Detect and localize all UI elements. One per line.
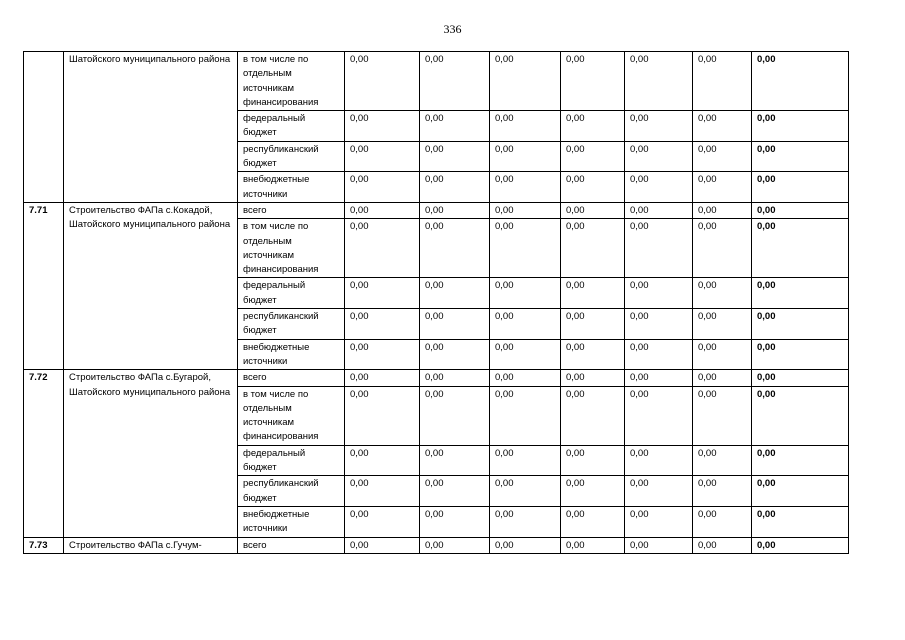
value-cell: 0,00 [420, 309, 490, 340]
value-cell: 0,00 [561, 537, 625, 553]
value-cell: 0,00 [490, 172, 561, 203]
value-cell: 0,00 [561, 111, 625, 142]
funding-source-cell: всего [238, 370, 345, 386]
value-cell: 0,00 [625, 476, 693, 507]
value-cell: 0,00 [490, 219, 561, 278]
value-cell: 0,00 [490, 141, 561, 172]
value-cell: 0,00 [625, 219, 693, 278]
value-cell: 0,00 [345, 445, 420, 476]
total-value-cell: 0,00 [752, 445, 849, 476]
funding-source-cell: внебюджетные источники [238, 506, 345, 537]
value-cell: 0,00 [345, 202, 420, 218]
value-cell: 0,00 [345, 52, 420, 111]
value-cell: 0,00 [420, 111, 490, 142]
value-cell: 0,00 [420, 141, 490, 172]
funding-source-cell: всего [238, 537, 345, 553]
value-cell: 0,00 [345, 111, 420, 142]
value-cell: 0,00 [490, 386, 561, 445]
value-cell: 0,00 [625, 339, 693, 370]
value-cell: 0,00 [490, 202, 561, 218]
item-number-cell: 7.72 [24, 370, 64, 537]
funding-source-cell: всего [238, 202, 345, 218]
value-cell: 0,00 [561, 476, 625, 507]
value-cell: 0,00 [490, 278, 561, 309]
value-cell: 0,00 [625, 141, 693, 172]
value-cell: 0,00 [561, 52, 625, 111]
item-name-cell: Строительство ФАПа с.Бугарой, Шатойского муниципального района [64, 370, 238, 537]
value-cell: 0,00 [625, 370, 693, 386]
value-cell: 0,00 [561, 339, 625, 370]
value-cell: 0,00 [420, 506, 490, 537]
funding-source-cell: республиканский бюджет [238, 476, 345, 507]
value-cell: 0,00 [420, 386, 490, 445]
value-cell: 0,00 [561, 506, 625, 537]
total-value-cell: 0,00 [752, 476, 849, 507]
value-cell: 0,00 [625, 111, 693, 142]
item-number-cell: 7.73 [24, 537, 64, 553]
value-cell: 0,00 [693, 219, 752, 278]
value-cell: 0,00 [625, 386, 693, 445]
total-value-cell: 0,00 [752, 386, 849, 445]
value-cell: 0,00 [490, 309, 561, 340]
value-cell: 0,00 [490, 476, 561, 507]
value-cell: 0,00 [345, 476, 420, 507]
funding-source-cell: федеральный бюджет [238, 278, 345, 309]
funding-source-cell: федеральный бюджет [238, 111, 345, 142]
value-cell: 0,00 [490, 111, 561, 142]
value-cell: 0,00 [490, 52, 561, 111]
total-value-cell: 0,00 [752, 202, 849, 218]
value-cell: 0,00 [693, 141, 752, 172]
item-name-cell: Шатойского муниципального района [64, 52, 238, 203]
item-name-cell: Строительство ФАПа с.Гучум- [64, 537, 238, 553]
value-cell: 0,00 [693, 111, 752, 142]
value-cell: 0,00 [693, 278, 752, 309]
value-cell: 0,00 [420, 370, 490, 386]
value-cell: 0,00 [420, 537, 490, 553]
value-cell: 0,00 [420, 278, 490, 309]
value-cell: 0,00 [490, 445, 561, 476]
total-value-cell: 0,00 [752, 141, 849, 172]
value-cell: 0,00 [693, 202, 752, 218]
total-value-cell: 0,00 [752, 278, 849, 309]
total-value-cell: 0,00 [752, 537, 849, 553]
funding-source-cell: внебюджетные источники [238, 339, 345, 370]
value-cell: 0,00 [693, 172, 752, 203]
value-cell: 0,00 [345, 309, 420, 340]
value-cell: 0,00 [625, 202, 693, 218]
value-cell: 0,00 [625, 445, 693, 476]
value-cell: 0,00 [420, 202, 490, 218]
value-cell: 0,00 [345, 537, 420, 553]
funding-source-cell: федеральный бюджет [238, 445, 345, 476]
table-row [24, 202, 849, 218]
total-value-cell: 0,00 [752, 339, 849, 370]
funding-source-cell: внебюджетные источники [238, 172, 345, 203]
value-cell: 0,00 [693, 506, 752, 537]
value-cell: 0,00 [625, 278, 693, 309]
total-value-cell: 0,00 [752, 370, 849, 386]
value-cell: 0,00 [490, 370, 561, 386]
value-cell: 0,00 [345, 339, 420, 370]
funding-source-cell: в том числе по отдельным источникам финансирования [238, 52, 345, 111]
value-cell: 0,00 [345, 386, 420, 445]
value-cell: 0,00 [693, 339, 752, 370]
value-cell: 0,00 [561, 172, 625, 203]
value-cell: 0,00 [490, 537, 561, 553]
value-cell: 0,00 [561, 202, 625, 218]
table-row [24, 52, 849, 111]
total-value-cell: 0,00 [752, 172, 849, 203]
page-number: 336 [443, 22, 462, 36]
funding-source-cell: в том числе по отдельным источникам финансирования [238, 219, 345, 278]
value-cell: 0,00 [561, 309, 625, 340]
value-cell: 0,00 [625, 309, 693, 340]
item-name-cell: Строительство ФАПа с.Кокадой, Шатойского муниципального района [64, 202, 238, 369]
value-cell: 0,00 [693, 537, 752, 553]
item-number-cell [24, 52, 64, 203]
value-cell: 0,00 [345, 370, 420, 386]
value-cell: 0,00 [420, 476, 490, 507]
value-cell: 0,00 [345, 141, 420, 172]
value-cell: 0,00 [693, 52, 752, 111]
value-cell: 0,00 [693, 476, 752, 507]
total-value-cell: 0,00 [752, 111, 849, 142]
value-cell: 0,00 [625, 172, 693, 203]
total-value-cell: 0,00 [752, 219, 849, 278]
value-cell: 0,00 [561, 141, 625, 172]
item-number-cell: 7.71 [24, 202, 64, 369]
value-cell: 0,00 [345, 172, 420, 203]
value-cell: 0,00 [420, 445, 490, 476]
table-row [24, 370, 849, 386]
value-cell: 0,00 [625, 537, 693, 553]
value-cell: 0,00 [625, 52, 693, 111]
value-cell: 0,00 [561, 370, 625, 386]
value-cell: 0,00 [561, 386, 625, 445]
total-value-cell: 0,00 [752, 506, 849, 537]
value-cell: 0,00 [693, 386, 752, 445]
value-cell: 0,00 [420, 219, 490, 278]
total-value-cell: 0,00 [752, 52, 849, 111]
value-cell: 0,00 [625, 506, 693, 537]
funding-source-cell: республиканский бюджет [238, 141, 345, 172]
value-cell: 0,00 [561, 445, 625, 476]
value-cell: 0,00 [693, 370, 752, 386]
funding-source-cell: республиканский бюджет [238, 309, 345, 340]
value-cell: 0,00 [561, 219, 625, 278]
value-cell: 0,00 [490, 506, 561, 537]
value-cell: 0,00 [345, 506, 420, 537]
value-cell: 0,00 [420, 52, 490, 111]
value-cell: 0,00 [345, 219, 420, 278]
funding-source-cell: в том числе по отдельным источникам финансирования [238, 386, 345, 445]
value-cell: 0,00 [420, 339, 490, 370]
value-cell: 0,00 [693, 445, 752, 476]
value-cell: 0,00 [490, 339, 561, 370]
value-cell: 0,00 [561, 278, 625, 309]
value-cell: 0,00 [420, 172, 490, 203]
budget-table [23, 51, 849, 554]
value-cell: 0,00 [345, 278, 420, 309]
total-value-cell: 0,00 [752, 309, 849, 340]
value-cell: 0,00 [693, 309, 752, 340]
table-row [24, 537, 849, 553]
